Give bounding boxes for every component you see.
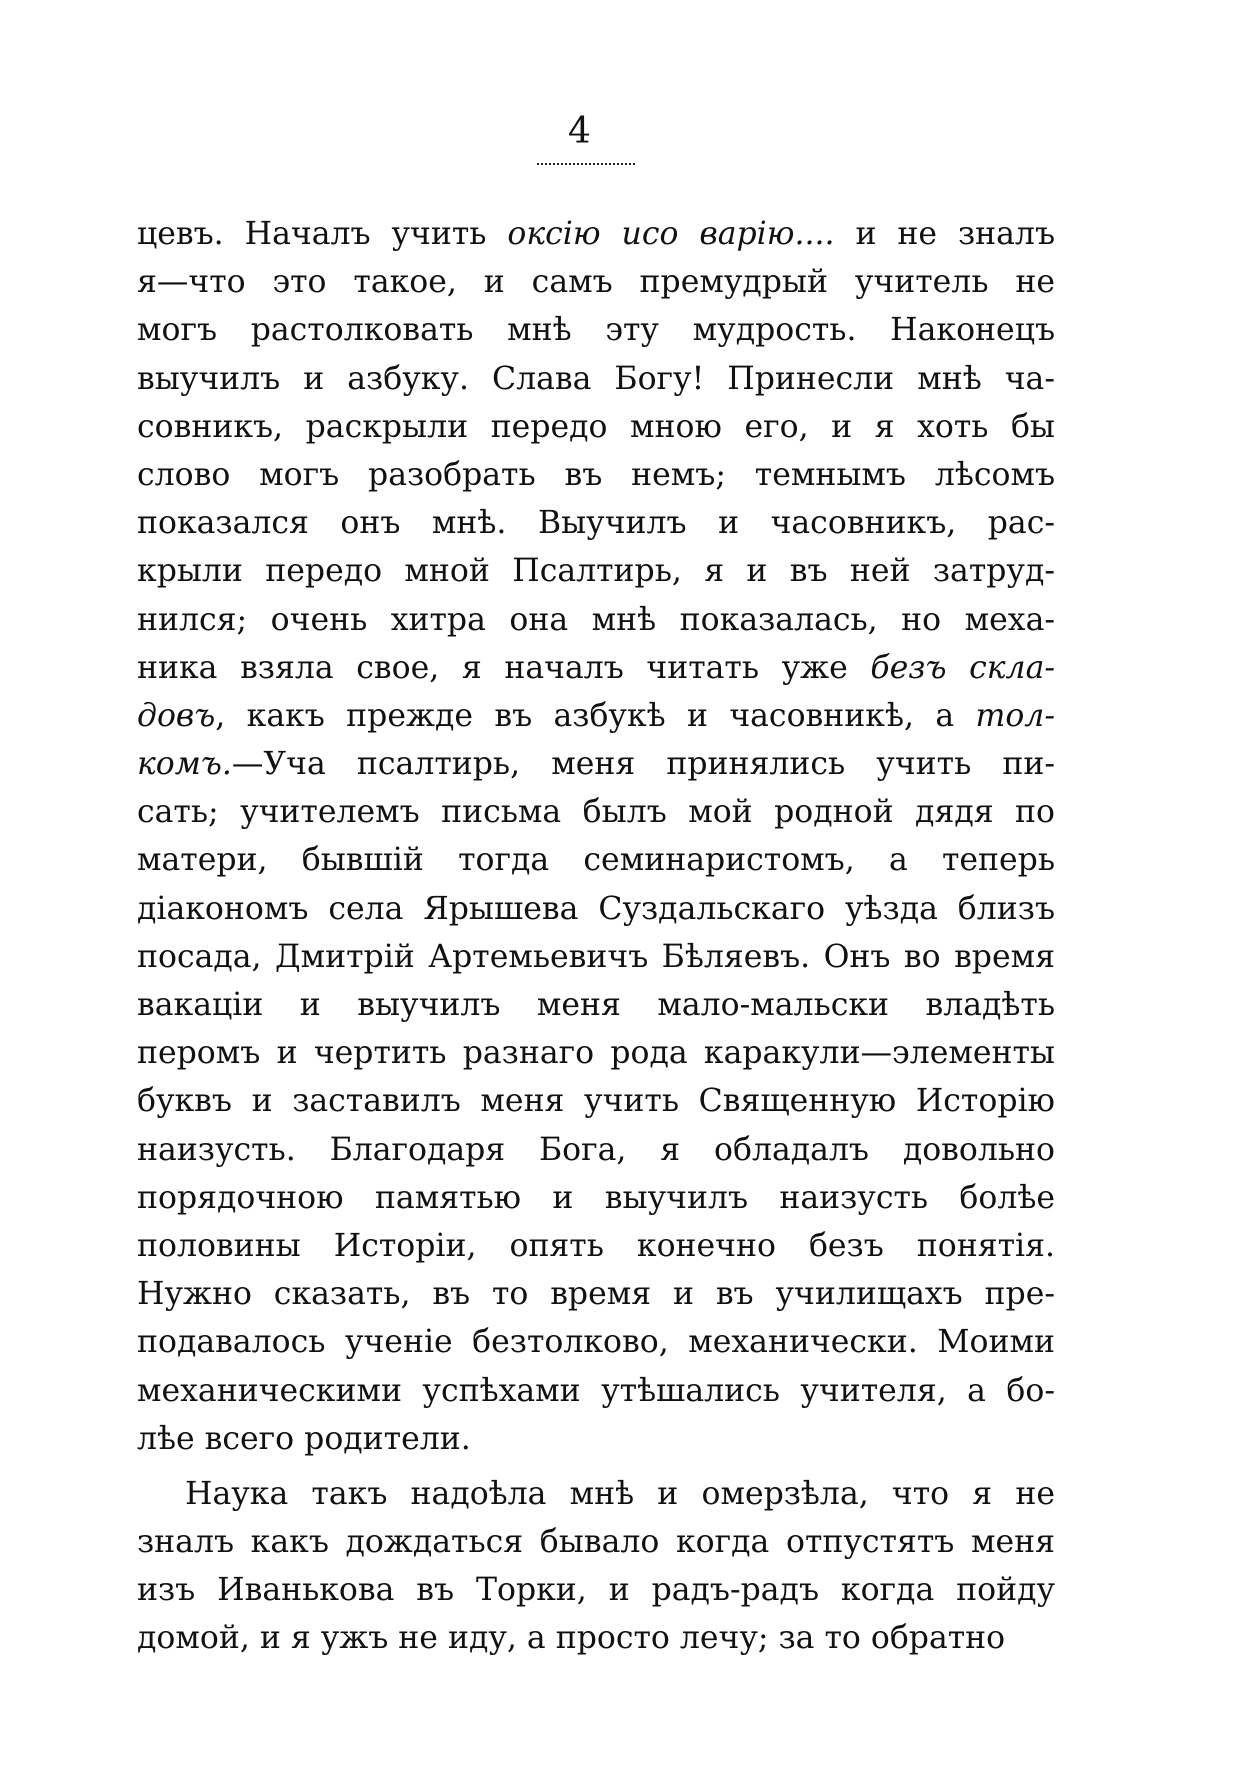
text-segment: дiакономъ села Ярышева Суздальскаго уѣзда близъ: [137, 890, 1055, 927]
text-segment: Нужно сказать, въ то время и въ училищахъ пре-: [137, 1276, 1055, 1313]
text-segment: домой, и я ужъ не иду, а просто лечу; за то обратно: [137, 1620, 1006, 1657]
text-line: [137, 1270, 1055, 1318]
text-segment: матери, бывшiй тогда семинаристомъ, а теперь: [137, 842, 1055, 879]
text-segment: нился; очень хитра она мнѣ показалась, но меха-: [137, 601, 1055, 638]
text-line: [137, 1222, 1055, 1270]
text-line: [137, 933, 1055, 981]
text-segment: слово могъ разобрать въ немъ; темнымъ лѣсомъ: [137, 456, 1055, 493]
text-line: [137, 596, 1055, 644]
text-line: [137, 355, 1055, 403]
text-segment: крыли передо мной Псалтирь, я и въ ней затруд-: [137, 553, 1055, 590]
italic-text: комъ.: [137, 746, 232, 783]
text-segment: сать; учителемъ письма былъ мой родной дядя по: [137, 794, 1055, 831]
text-line: [137, 258, 1055, 306]
text-segment: перомъ и чертить разнаго рода каракули—элементы: [137, 1035, 1055, 1072]
text-line: [137, 981, 1055, 1029]
text-segment: и не зналъ: [834, 216, 1055, 252]
text-line: [137, 836, 1055, 884]
italic-text: безъ скла-: [870, 649, 1055, 686]
text-line: [137, 1174, 1055, 1222]
text-line: [137, 403, 1055, 451]
text-segment: могъ растолковать мнѣ эту мудрость. Наконецъ: [137, 312, 1055, 349]
text-line: [137, 788, 1055, 836]
text-line: [137, 210, 1055, 258]
text-segment: порядочною памятью и выучилъ наизусть болѣе: [137, 1179, 1055, 1216]
text-segment: подавалось ученiе безтолково, механически. Моими: [137, 1324, 1055, 1361]
text-line: [137, 740, 1055, 788]
text-segment: половины Исторiи, опять конечно безъ понятiя.: [137, 1227, 1055, 1264]
text-segment: посада, Дмитрiй Артемьевичъ Бѣляевъ. Онъ во время: [137, 938, 1055, 975]
text-segment: наизусть. Благодаря Бога, я обладалъ довольно: [137, 1131, 1055, 1168]
text-segment: совникъ, раскрыли передо мною его, и я хоть бы: [137, 408, 1055, 445]
italic-text: довъ: [137, 697, 216, 734]
text-segment: я—что это такое, и самъ премудрый учитель не: [137, 264, 1055, 301]
text-segment: Наука такъ надоѣла мнѣ и омерзѣла, что я не: [185, 1475, 1055, 1512]
text-line: [137, 692, 1055, 740]
page-number: 4: [568, 111, 592, 152]
text-line: [137, 306, 1055, 354]
text-line: [137, 451, 1055, 499]
text-line: [137, 547, 1055, 595]
text-line: [137, 1029, 1055, 1077]
text-segment: лѣе всего родители.: [137, 1420, 471, 1457]
text-segment: вакацiи и выучилъ меня мало-мальски владѣть: [137, 987, 1055, 1023]
text-line: [137, 1318, 1055, 1366]
text-segment: механическими успѣхами утѣшались учителя, а бо-: [137, 1372, 1055, 1409]
body-text: [137, 210, 1055, 1663]
header-dotted-rule: [537, 163, 635, 165]
text-line: [137, 1518, 1055, 1566]
text-line: [137, 1415, 1055, 1463]
text-line: [137, 644, 1055, 692]
text-line: [137, 1126, 1055, 1174]
text-segment: цевъ. Началъ учить: [137, 216, 508, 252]
text-line: [137, 1614, 1055, 1662]
text-segment: —Уча псалтирь, меня принялись учить пи-: [231, 746, 1055, 783]
text-segment: зналъ какъ дождаться бывало когда отпустятъ меня: [137, 1524, 1055, 1561]
text-segment: , какъ прежде въ азбукѣ и часовникѣ, а: [215, 697, 976, 734]
italic-text: тол-: [975, 697, 1055, 734]
text-segment: выучилъ и азбуку. Слава Богу! Принесли мнѣ ча-: [137, 360, 1055, 397]
text-line: [137, 885, 1055, 933]
text-line: [137, 1470, 1055, 1518]
text-line: [137, 1367, 1055, 1415]
text-segment: ника взяла свое, я началъ читать уже: [137, 649, 871, 686]
text-segment: изъ Иванькова въ Торки, и радъ-радъ когда пойду: [137, 1572, 1055, 1609]
italic-text: оксiю исо варiю....: [507, 216, 835, 252]
text-line: [137, 1077, 1055, 1125]
text-line: [137, 1566, 1055, 1614]
text-line: [137, 499, 1055, 547]
text-segment: показался онъ мнѣ. Выучилъ и часовникъ, рас-: [137, 505, 1055, 542]
text-segment: буквъ и заставилъ меня учить Священную Исторiю: [137, 1083, 1055, 1120]
